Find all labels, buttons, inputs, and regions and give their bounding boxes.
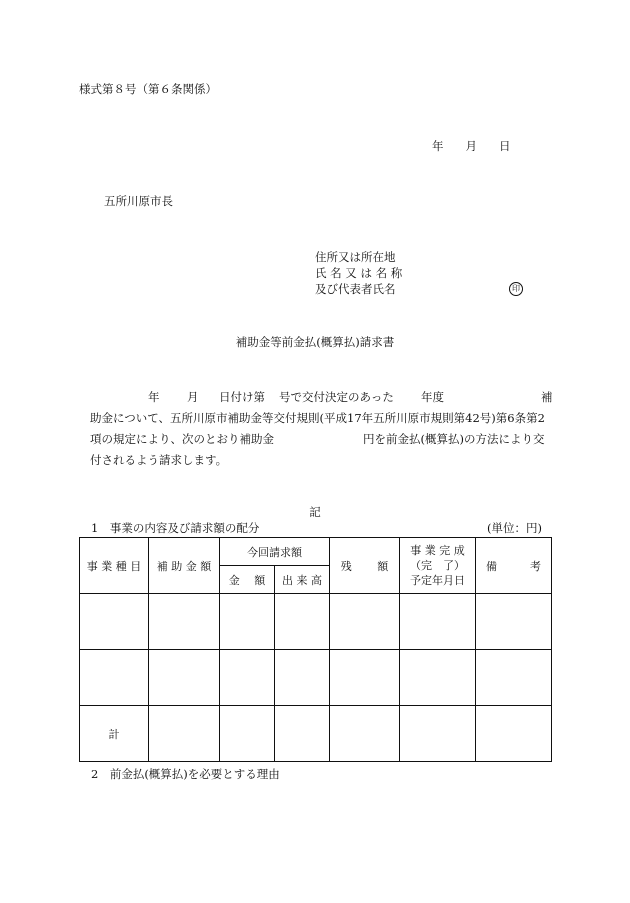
total-label: 計: [80, 706, 149, 762]
form-number: 様式第８号（第６条関係）: [79, 82, 217, 96]
section-1-title: 1 事業の内容及び請求額の配分: [91, 521, 260, 535]
date-day: 日: [499, 139, 511, 153]
request-body: [90, 387, 560, 471]
body-month: 月: [187, 390, 199, 404]
table-row: [80, 650, 552, 706]
header-zangaku: 残 額: [330, 538, 400, 594]
table-row: [80, 594, 552, 650]
header-kansei: [400, 538, 476, 594]
sender-name-label: 氏 名 又 は 名 称: [315, 266, 403, 280]
allocation-table: [79, 537, 552, 762]
body-day-no: 日付け第: [219, 390, 265, 404]
header-konkai: 今回請求額: [220, 538, 330, 566]
ki-heading: 記: [309, 505, 321, 519]
sender-address-label: 住所又は所在地: [315, 250, 396, 264]
body-decision: 号で交付決定のあった: [279, 390, 394, 404]
body-line-3: [90, 429, 560, 450]
section-2-title: 2 前金払(概算払)を必要とする理由: [91, 767, 280, 781]
date-year: 年: [432, 139, 444, 153]
header-row-1: [80, 538, 552, 566]
addressee: 五所川原市長: [104, 194, 173, 208]
header-kansei-1: 事 業 完 成: [410, 544, 465, 557]
body-ho: 補: [541, 390, 553, 404]
document-title: 補助金等前金払(概算払)請求書: [235, 335, 395, 349]
unit-label: (単位：円): [487, 521, 542, 535]
header-dekidaka: 出 来 高: [275, 566, 330, 594]
header-kingaku: 金 額: [220, 566, 275, 594]
header-biko: 備 考: [476, 538, 552, 594]
date-month: 月: [465, 139, 477, 153]
seal-mark: 印: [509, 282, 523, 296]
header-hojo: 補 助 金 額: [149, 538, 220, 594]
header-kansei-3: 予定年月日: [410, 574, 465, 587]
header-kansei-2: （完 了）: [410, 559, 465, 572]
sender-representative-label: 及び代表者氏名: [315, 282, 396, 296]
body-prepayment: 円を前金払(概算払)の方法により交: [363, 432, 545, 446]
body-line-4: 付されるよう請求します。: [90, 453, 228, 467]
body-year: 年: [148, 390, 160, 404]
body-line-1: [90, 387, 560, 408]
sender-block: [315, 249, 402, 297]
date-line: [432, 138, 511, 154]
body-fiscal-year: 年度: [421, 390, 444, 404]
body-line-2: 助金について、五所川原市補助金等交付規則(平成17年五所川原市規則第42号)第6条第2: [90, 411, 545, 425]
body-subsidy: 項の規定により、次のとおり補助金: [90, 432, 274, 446]
header-jigyo: 事 業 種 目: [80, 538, 149, 594]
total-row: [80, 706, 552, 762]
